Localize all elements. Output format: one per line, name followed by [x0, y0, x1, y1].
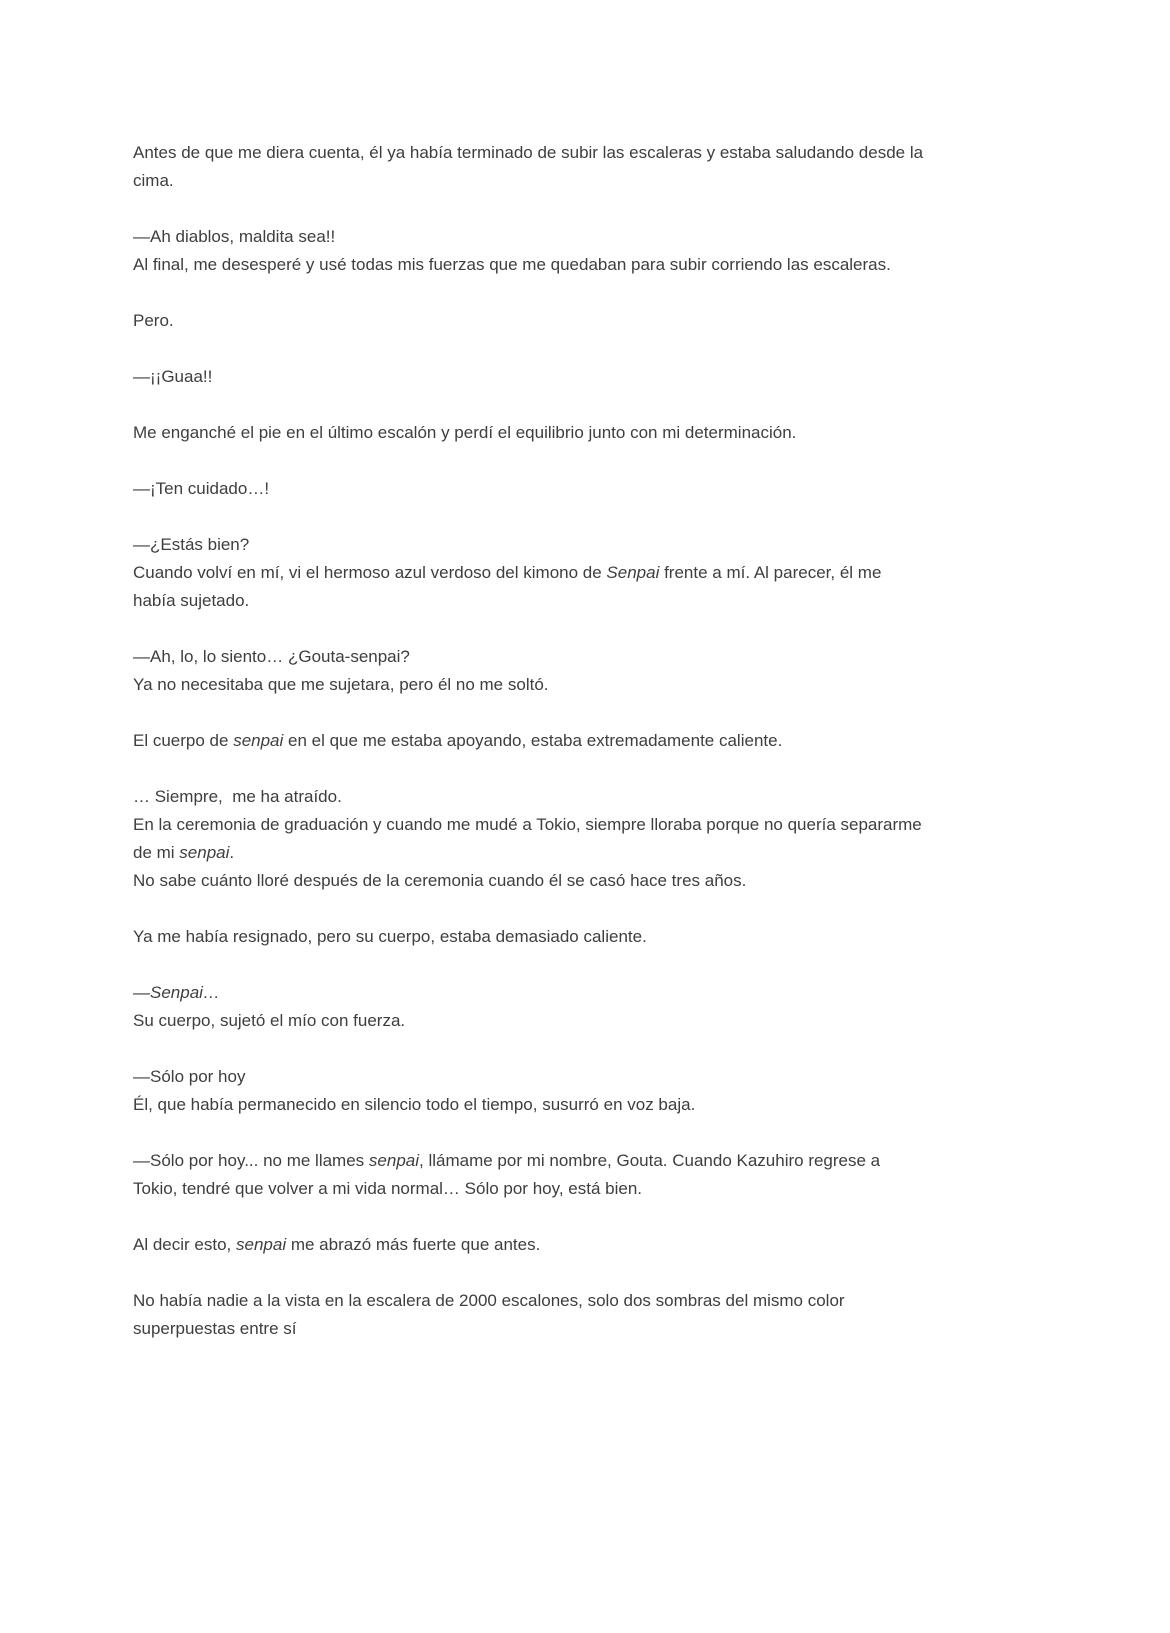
text-line [133, 1231, 1113, 1259]
paragraph [133, 979, 1113, 1035]
text-run: Al final, me desesperé y usé todas mis fuerzas que me quedaban para subir corriendo las escaleras. [133, 255, 891, 274]
paragraph [133, 139, 1113, 195]
text-run: Él, que había permanecido en silencio todo el tiempo, susurró en voz baja. [133, 1095, 696, 1114]
paragraph [133, 923, 1113, 951]
text-run: —¿Estás bien? [133, 535, 250, 554]
paragraph [133, 307, 1113, 335]
italic-text-run: senpai [368, 1151, 420, 1170]
text-run: Ya no necesitaba que me sujetara, pero él no me soltó. [133, 675, 549, 694]
text-run: En la ceremonia de graduación y cuando me mudé a Tokio, siempre lloraba porque no quería separarme [133, 815, 922, 834]
paragraph [133, 531, 1113, 615]
text-line [133, 1007, 1113, 1035]
text-line [133, 979, 1113, 1007]
italic-text-run: Senpai [606, 563, 660, 582]
text-run: — [133, 983, 150, 1002]
text-line [133, 839, 1113, 867]
text-run: —Sólo por hoy... no me llames [133, 1151, 369, 1170]
text-run: superpuestas entre sí [133, 1319, 297, 1338]
paragraph [133, 1287, 1113, 1343]
text-run: —Ah diablos, maldita sea!! [133, 227, 336, 246]
paragraph [133, 223, 1113, 279]
text-run: No había nadie a la vista en la escalera de 2000 escalones, solo dos sombras del mismo color [133, 1291, 845, 1310]
text-run: frente a mí. Al parecer, él me [659, 563, 882, 582]
text-run: —Sólo por hoy [133, 1067, 246, 1086]
text-line [133, 1063, 1113, 1091]
text-line [133, 923, 1113, 951]
italic-text-run: senpai [233, 731, 284, 750]
text-line [133, 1287, 1113, 1315]
text-line [133, 1091, 1113, 1119]
text-run: No sabe cuánto lloré después de la ceremonia cuando él se casó hace tres años. [133, 871, 747, 890]
text-line [133, 1315, 1113, 1343]
text-run: Al decir esto, [133, 1235, 236, 1254]
text-run: cima. [133, 171, 174, 190]
text-line [133, 251, 1113, 279]
text-line [133, 363, 1113, 391]
text-line [133, 167, 1113, 195]
text-run: Ya me había resignado, pero su cuerpo, estaba demasiado caliente. [133, 927, 647, 946]
text-run: en el que me estaba apoyando, estaba extremadamente caliente. [283, 731, 783, 750]
text-run: Tokio, tendré que volver a mi vida normal… Sólo por hoy, está bien. [133, 1179, 643, 1198]
text-line [133, 139, 1113, 167]
text-run: Cuando volví en mí, vi el hermoso azul verdoso del kimono de [133, 563, 607, 582]
text-run: . [229, 843, 235, 862]
text-run: El cuerpo de [133, 731, 234, 750]
paragraph [133, 643, 1113, 699]
text-line [133, 643, 1113, 671]
italic-text-run: senpai [179, 843, 230, 862]
text-line [133, 475, 1113, 503]
text-run: había sujetado. [133, 591, 250, 610]
text-line [133, 867, 1113, 895]
text-run: Antes de que me diera cuenta, él ya había terminado de subir las escaleras y estaba saludando desde la [133, 143, 924, 162]
text-body [133, 139, 1113, 1371]
text-run: —¡Ten cuidado…! [133, 479, 270, 498]
italic-text-run: senpai [236, 1235, 287, 1254]
paragraph [133, 1231, 1113, 1259]
text-line [133, 419, 1113, 447]
italic-text-run: Senpai… [150, 983, 220, 1002]
text-line [133, 727, 1113, 755]
text-run: Pero. [133, 311, 174, 330]
text-run: Su cuerpo, sujetó el mío con fuerza. [133, 1011, 406, 1030]
paragraph [133, 783, 1113, 895]
paragraph [133, 1147, 1113, 1203]
text-run: —Ah, lo, lo siento… ¿Gouta-senpai? [133, 647, 410, 666]
text-run: me abrazó más fuerte que antes. [286, 1235, 541, 1254]
text-run: Me enganché el pie en el último escalón y perdí el equilibrio junto con mi determinación. [133, 423, 797, 442]
paragraph [133, 475, 1113, 503]
text-line [133, 559, 1113, 587]
paragraph [133, 727, 1113, 755]
text-line [133, 671, 1113, 699]
paragraph [133, 363, 1113, 391]
text-run: —¡¡Guaa!! [133, 367, 213, 386]
paragraph [133, 419, 1113, 447]
text-run: … Siempre, me ha atraído. [133, 787, 342, 806]
text-line [133, 1175, 1113, 1203]
text-line [133, 783, 1113, 811]
text-line [133, 1147, 1113, 1175]
paragraph [133, 1063, 1113, 1119]
text-run: de mi [133, 843, 180, 862]
text-line [133, 531, 1113, 559]
text-line [133, 223, 1113, 251]
text-line [133, 307, 1113, 335]
text-line [133, 811, 1113, 839]
text-run: , llámame por mi nombre, Gouta. Cuando Kazuhiro regrese a [419, 1151, 881, 1170]
text-line [133, 587, 1113, 615]
